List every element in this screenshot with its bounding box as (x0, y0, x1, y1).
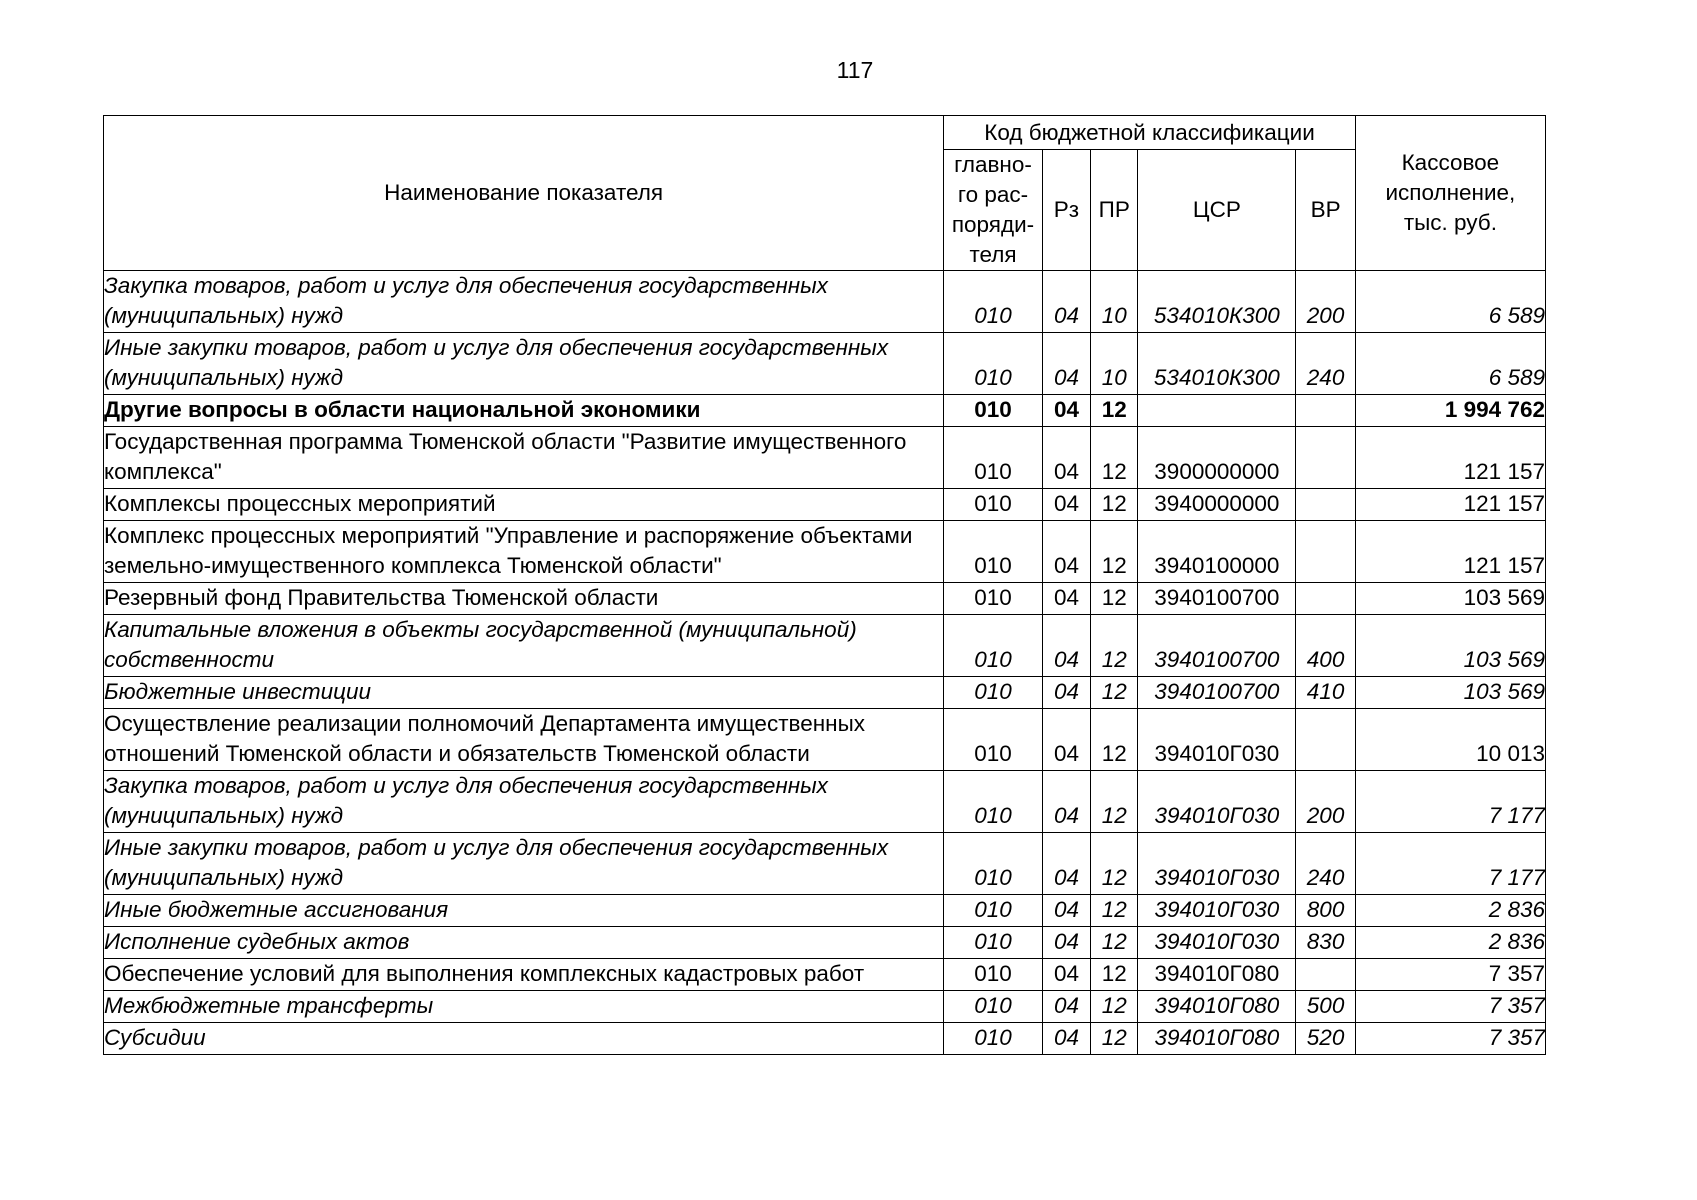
cell-amount: 1 994 762 (1355, 395, 1545, 427)
cell-glavn: 010 (944, 489, 1043, 521)
cell-vr: 830 (1296, 927, 1355, 959)
cell-amount: 103 569 (1355, 583, 1545, 615)
cell-name: Закупка товаров, работ и услуг для обеспечения государственных (муниципальных) нужд (104, 271, 944, 333)
cell-vr: 200 (1296, 271, 1355, 333)
cell-amount: 7 357 (1355, 1023, 1545, 1055)
cell-amount: 103 569 (1355, 615, 1545, 677)
cell-pr: 12 (1091, 833, 1138, 895)
budget-table (103, 115, 1546, 1055)
cell-amount: 121 157 (1355, 427, 1545, 489)
cell-rz: 04 (1042, 991, 1090, 1023)
header-csr-column: ЦСР (1138, 150, 1296, 271)
cell-name: Закупка товаров, работ и услуг для обеспечения государственных (муниципальных) нужд (104, 771, 944, 833)
table-row (104, 271, 1546, 333)
cell-name: Межбюджетные трансферты (104, 991, 944, 1023)
cell-name: Субсидии (104, 1023, 944, 1055)
cell-glavn: 010 (944, 395, 1043, 427)
cell-pr: 12 (1091, 959, 1138, 991)
cell-amount: 7 357 (1355, 959, 1545, 991)
cell-vr: 240 (1296, 333, 1355, 395)
cell-name: Иные закупки товаров, работ и услуг для обеспечения государственных (муниципальных) нужд (104, 833, 944, 895)
cell-vr: 800 (1296, 895, 1355, 927)
cell-csr: 3940100700 (1138, 583, 1296, 615)
cell-rz: 04 (1042, 333, 1090, 395)
table-row (104, 833, 1546, 895)
cell-glavn: 010 (944, 927, 1043, 959)
cell-glavn: 010 (944, 271, 1043, 333)
header-amount-column (1355, 116, 1545, 271)
table-header (104, 116, 1546, 271)
cell-pr: 12 (1091, 1023, 1138, 1055)
table-row (104, 615, 1546, 677)
cell-csr: 3940100700 (1138, 677, 1296, 709)
cell-glavn: 010 (944, 677, 1043, 709)
cell-name: Иные бюджетные ассигнования (104, 895, 944, 927)
cell-vr (1296, 395, 1355, 427)
cell-amount: 2 836 (1355, 927, 1545, 959)
header-classification-group: Код бюджетной классификации (944, 116, 1356, 150)
header-rz-column: Рз (1042, 150, 1090, 271)
cell-pr: 12 (1091, 489, 1138, 521)
cell-csr: 3940100700 (1138, 615, 1296, 677)
cell-name: Государственная программа Тюменской области "Развитие имущественного комплекса" (104, 427, 944, 489)
cell-glavn: 010 (944, 833, 1043, 895)
cell-pr: 12 (1091, 427, 1138, 489)
cell-pr: 10 (1091, 333, 1138, 395)
cell-amount: 7 357 (1355, 991, 1545, 1023)
cell-rz: 04 (1042, 709, 1090, 771)
cell-vr: 520 (1296, 1023, 1355, 1055)
cell-amount: 103 569 (1355, 677, 1545, 709)
cell-csr: 394010Г080 (1138, 1023, 1296, 1055)
cell-rz: 04 (1042, 271, 1090, 333)
cell-rz: 04 (1042, 833, 1090, 895)
table-body (104, 271, 1546, 1055)
cell-glavn: 010 (944, 521, 1043, 583)
header-amount-line: Кассовое (1401, 150, 1500, 175)
cell-amount: 2 836 (1355, 895, 1545, 927)
table-row (104, 959, 1546, 991)
page-number: 117 (836, 57, 874, 83)
table-row (104, 927, 1546, 959)
header-amount-line: тыс. руб. (1403, 210, 1497, 235)
cell-amount: 121 157 (1355, 489, 1545, 521)
cell-name: Капитальные вложения в объекты государственной (муниципальной) собственности (104, 615, 944, 677)
cell-rz: 04 (1042, 615, 1090, 677)
cell-csr: 394010Г030 (1138, 771, 1296, 833)
cell-rz: 04 (1042, 395, 1090, 427)
cell-glavn: 010 (944, 771, 1043, 833)
cell-rz: 04 (1042, 895, 1090, 927)
header-amount-line: исполнение, (1385, 180, 1516, 205)
table-row (104, 489, 1546, 521)
cell-glavn: 010 (944, 1023, 1043, 1055)
cell-vr (1296, 959, 1355, 991)
cell-vr (1296, 521, 1355, 583)
table-row (104, 395, 1546, 427)
cell-pr: 12 (1091, 677, 1138, 709)
cell-name: Резервный фонд Правительства Тюменской области (104, 583, 944, 615)
cell-csr: 534010К300 (1138, 271, 1296, 333)
cell-pr: 12 (1091, 895, 1138, 927)
cell-name: Обеспечение условий для выполнения комплексных кадастровых работ (104, 959, 944, 991)
cell-pr: 12 (1091, 583, 1138, 615)
header-glavn-line: главно- (954, 152, 1032, 177)
cell-glavn: 010 (944, 709, 1043, 771)
cell-name: Иные закупки товаров, работ и услуг для обеспечения государственных (муниципальных) нужд (104, 333, 944, 395)
cell-vr: 200 (1296, 771, 1355, 833)
cell-rz: 04 (1042, 927, 1090, 959)
cell-pr: 12 (1091, 927, 1138, 959)
table-row (104, 427, 1546, 489)
cell-pr: 12 (1091, 771, 1138, 833)
cell-rz: 04 (1042, 427, 1090, 489)
cell-name: Исполнение судебных актов (104, 927, 944, 959)
header-glavn-line: го рас- (957, 182, 1029, 207)
cell-vr (1296, 709, 1355, 771)
table-row (104, 1023, 1546, 1055)
cell-rz: 04 (1042, 771, 1090, 833)
cell-rz: 04 (1042, 677, 1090, 709)
cell-pr: 12 (1091, 991, 1138, 1023)
table-row (104, 709, 1546, 771)
cell-amount: 10 013 (1355, 709, 1545, 771)
cell-vr: 240 (1296, 833, 1355, 895)
header-glavn-line: поряди- (951, 212, 1035, 237)
cell-pr: 12 (1091, 709, 1138, 771)
cell-glavn: 010 (944, 427, 1043, 489)
cell-vr (1296, 489, 1355, 521)
header-glavn-line: теля (969, 242, 1017, 267)
cell-amount: 7 177 (1355, 771, 1545, 833)
cell-pr: 12 (1091, 395, 1138, 427)
cell-pr: 10 (1091, 271, 1138, 333)
cell-name: Бюджетные инвестиции (104, 677, 944, 709)
cell-glavn: 010 (944, 615, 1043, 677)
header-name-column: Наименование показателя (104, 116, 944, 271)
cell-csr: 3940100000 (1138, 521, 1296, 583)
cell-csr (1138, 395, 1296, 427)
header-pr-column: ПР (1091, 150, 1138, 271)
cell-csr: 394010Г030 (1138, 833, 1296, 895)
table-row (104, 583, 1546, 615)
cell-vr (1296, 427, 1355, 489)
cell-vr: 400 (1296, 615, 1355, 677)
cell-csr: 394010Г030 (1138, 927, 1296, 959)
cell-vr (1296, 583, 1355, 615)
cell-csr: 3940000000 (1138, 489, 1296, 521)
header-vr-column: ВР (1296, 150, 1355, 271)
cell-amount: 7 177 (1355, 833, 1545, 895)
table-row (104, 991, 1546, 1023)
cell-rz: 04 (1042, 959, 1090, 991)
cell-csr: 3900000000 (1138, 427, 1296, 489)
cell-name: Осуществление реализации полномочий Департамента имущественных отношений Тюменской области и обязательств Тюменской области (104, 709, 944, 771)
cell-name: Другие вопросы в области национальной экономики (104, 395, 944, 427)
cell-csr: 394010Г030 (1138, 895, 1296, 927)
cell-csr: 394010Г030 (1138, 709, 1296, 771)
cell-name: Комплекс процессных мероприятий "Управление и распоряжение объектами земельно-имущественного комплекса Тюменской области" (104, 521, 944, 583)
cell-glavn: 010 (944, 895, 1043, 927)
cell-vr: 500 (1296, 991, 1355, 1023)
cell-csr: 394010Г080 (1138, 959, 1296, 991)
cell-glavn: 010 (944, 959, 1043, 991)
cell-rz: 04 (1042, 1023, 1090, 1055)
cell-glavn: 010 (944, 333, 1043, 395)
cell-glavn: 010 (944, 991, 1043, 1023)
cell-glavn: 010 (944, 583, 1043, 615)
cell-amount: 6 589 (1355, 271, 1545, 333)
table-row (104, 771, 1546, 833)
table-row (104, 521, 1546, 583)
table-row (104, 677, 1546, 709)
cell-amount: 6 589 (1355, 333, 1545, 395)
cell-pr: 12 (1091, 615, 1138, 677)
table-row (104, 333, 1546, 395)
cell-csr: 534010К300 (1138, 333, 1296, 395)
table-row (104, 895, 1546, 927)
cell-csr: 394010Г080 (1138, 991, 1296, 1023)
cell-rz: 04 (1042, 583, 1090, 615)
header-glavn-column (944, 150, 1043, 271)
cell-amount: 121 157 (1355, 521, 1545, 583)
cell-rz: 04 (1042, 489, 1090, 521)
cell-vr: 410 (1296, 677, 1355, 709)
cell-pr: 12 (1091, 521, 1138, 583)
cell-name: Комплексы процессных мероприятий (104, 489, 944, 521)
cell-rz: 04 (1042, 521, 1090, 583)
